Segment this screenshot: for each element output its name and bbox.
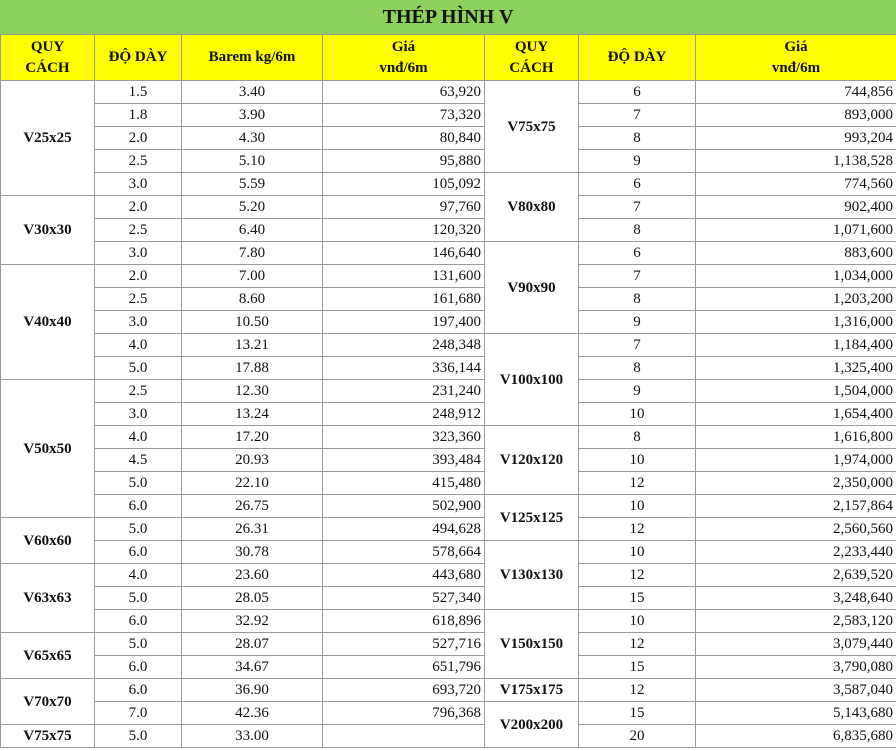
weight-cell: 5.20 [182,196,323,219]
thickness-cell: 6 [579,81,696,104]
thickness-cell: 12 [579,564,696,587]
weight-cell: 13.21 [182,334,323,357]
thickness-cell: 5.0 [95,725,182,748]
thickness-cell: 6.0 [95,610,182,633]
price-cell [323,725,485,748]
table-row [1,564,485,587]
table-row [485,610,896,633]
thickness-cell: 5.0 [95,472,182,495]
price-cell: 1,184,400 [696,334,896,357]
thickness-cell: 3.0 [95,403,182,426]
price-cell: 502,900 [323,495,485,518]
thickness-cell: 2.0 [95,127,182,150]
table-row [485,334,896,357]
price-cell: 248,348 [323,334,485,357]
weight-cell: 30.78 [182,541,323,564]
right-price-table [484,34,896,748]
thickness-cell: 10 [579,449,696,472]
price-cell: 443,680 [323,564,485,587]
thickness-cell: 10 [579,610,696,633]
weight-cell: 26.31 [182,518,323,541]
weight-cell: 26.75 [182,495,323,518]
header-spec: QUY CÁCH [485,35,579,81]
weight-cell: 7.00 [182,265,323,288]
weight-cell: 22.10 [182,472,323,495]
thickness-cell: 3.0 [95,173,182,196]
table-row [1,380,485,403]
spec-cell: V30x30 [1,196,95,265]
price-cell: 578,664 [323,541,485,564]
price-cell: 197,400 [323,311,485,334]
table-row [1,518,485,541]
price-cell: 893,000 [696,104,896,127]
spec-cell: V130x130 [485,541,579,610]
weight-cell: 10.50 [182,311,323,334]
thickness-cell: 4.5 [95,449,182,472]
price-cell: 2,583,120 [696,610,896,633]
thickness-cell: 3.0 [95,311,182,334]
weight-cell: 34.67 [182,656,323,679]
spec-cell: V65x65 [1,633,95,679]
spec-cell: V60x60 [1,518,95,564]
weight-cell: 32.92 [182,610,323,633]
table-row [485,242,896,265]
price-cell: 97,760 [323,196,485,219]
price-cell: 3,790,080 [696,656,896,679]
price-cell: 3,079,440 [696,633,896,656]
spec-cell: V70x70 [1,679,95,725]
thickness-cell: 5.0 [95,633,182,656]
price-cell: 651,796 [323,656,485,679]
thickness-cell: 6 [579,173,696,196]
sheet-title: THÉP HÌNH V [0,0,896,34]
price-cell: 527,340 [323,587,485,610]
price-cell: 3,248,640 [696,587,896,610]
thickness-cell: 12 [579,518,696,541]
weight-cell: 12.30 [182,380,323,403]
table-row [1,265,485,288]
price-cell: 796,368 [323,702,485,725]
price-cell: 2,560,560 [696,518,896,541]
spec-cell: V63x63 [1,564,95,633]
price-cell: 5,143,680 [696,702,896,725]
price-cell: 6,835,680 [696,725,896,748]
price-cell: 1,654,400 [696,403,896,426]
price-cell: 131,600 [323,265,485,288]
weight-cell: 42.36 [182,702,323,725]
table-row [1,633,485,656]
thickness-cell: 10 [579,403,696,426]
price-cell: 3,587,040 [696,679,896,702]
weight-cell: 8.60 [182,288,323,311]
price-cell: 993,204 [696,127,896,150]
table-row [1,196,485,219]
weight-cell: 17.20 [182,426,323,449]
spec-cell: V120x120 [485,426,579,495]
thickness-cell: 7.0 [95,702,182,725]
price-cell: 494,628 [323,518,485,541]
weight-cell: 33.00 [182,725,323,748]
spec-cell: V150x150 [485,610,579,679]
table-row [1,679,485,702]
thickness-cell: 8 [579,426,696,449]
thickness-cell: 9 [579,311,696,334]
thickness-cell: 9 [579,150,696,173]
price-cell: 618,896 [323,610,485,633]
thickness-cell: 12 [579,472,696,495]
spec-cell: V100x100 [485,334,579,426]
table-row [1,81,485,104]
price-cell: 1,316,000 [696,311,896,334]
table-row [485,173,896,196]
thickness-cell: 2.5 [95,219,182,242]
weight-cell: 13.24 [182,403,323,426]
thickness-cell: 12 [579,633,696,656]
header-spec: QUY CÁCH [1,35,95,81]
price-cell: 2,157,864 [696,495,896,518]
header-weight: Barem kg/6m [182,35,323,81]
thickness-cell: 15 [579,702,696,725]
thickness-cell: 1.8 [95,104,182,127]
price-cell: 63,920 [323,81,485,104]
price-cell: 744,856 [696,81,896,104]
price-cell: 1,203,200 [696,288,896,311]
price-cell: 1,071,600 [696,219,896,242]
thickness-cell: 6.0 [95,656,182,679]
weight-cell: 4.30 [182,127,323,150]
spec-cell: V75x75 [1,725,95,748]
thickness-cell: 2.5 [95,288,182,311]
table-row [485,426,896,449]
weight-cell: 3.40 [182,81,323,104]
thickness-cell: 15 [579,656,696,679]
spec-cell: V90x90 [485,242,579,334]
thickness-cell: 3.0 [95,242,182,265]
weight-cell: 5.59 [182,173,323,196]
price-cell: 1,974,000 [696,449,896,472]
header-thickness: ĐỘ DÀY [95,35,182,81]
thickness-cell: 2.5 [95,380,182,403]
table-row [1,725,485,748]
weight-cell: 23.60 [182,564,323,587]
table-row [485,702,896,725]
price-cell: 2,350,000 [696,472,896,495]
thickness-cell: 6.0 [95,541,182,564]
price-cell: 1,504,000 [696,380,896,403]
price-cell: 415,480 [323,472,485,495]
thickness-cell: 4.0 [95,334,182,357]
price-cell: 95,880 [323,150,485,173]
thickness-cell: 9 [579,380,696,403]
spec-cell: V80x80 [485,173,579,242]
price-cell: 527,716 [323,633,485,656]
thickness-cell: 15 [579,587,696,610]
spec-cell: V75x75 [485,81,579,173]
thickness-cell: 20 [579,725,696,748]
thickness-cell: 5.0 [95,518,182,541]
weight-cell: 36.90 [182,679,323,702]
price-cell: 161,680 [323,288,485,311]
weight-cell: 3.90 [182,104,323,127]
thickness-cell: 6 [579,242,696,265]
spec-cell: V40x40 [1,265,95,380]
price-cell: 2,639,520 [696,564,896,587]
thickness-cell: 10 [579,495,696,518]
thickness-cell: 8 [579,357,696,380]
thickness-cell: 2.0 [95,265,182,288]
thickness-cell: 5.0 [95,587,182,610]
price-cell: 693,720 [323,679,485,702]
spec-cell: V175x175 [485,679,579,702]
price-cell: 393,484 [323,449,485,472]
thickness-cell: 6.0 [95,495,182,518]
price-cell: 120,320 [323,219,485,242]
price-cell: 73,320 [323,104,485,127]
price-cell: 883,600 [696,242,896,265]
thickness-cell: 4.0 [95,564,182,587]
price-cell: 323,360 [323,426,485,449]
price-cell: 248,912 [323,403,485,426]
spec-cell: V125x125 [485,495,579,541]
thickness-cell: 5.0 [95,357,182,380]
spec-cell: V200x200 [485,702,579,748]
price-cell: 1,138,528 [696,150,896,173]
price-cell: 774,560 [696,173,896,196]
thickness-cell: 7 [579,196,696,219]
weight-cell: 17.88 [182,357,323,380]
price-cell: 1,616,800 [696,426,896,449]
thickness-cell: 8 [579,219,696,242]
spec-cell: V25x25 [1,81,95,196]
weight-cell: 5.10 [182,150,323,173]
table-row [485,81,896,104]
thickness-cell: 8 [579,288,696,311]
price-cell: 231,240 [323,380,485,403]
thickness-cell: 4.0 [95,426,182,449]
thickness-cell: 7 [579,265,696,288]
thickness-cell: 10 [579,541,696,564]
price-cell: 1,034,000 [696,265,896,288]
thickness-cell: 8 [579,127,696,150]
price-cell: 146,640 [323,242,485,265]
thickness-cell: 7 [579,104,696,127]
table-row [485,541,896,564]
price-cell: 902,400 [696,196,896,219]
table-row [485,495,896,518]
price-cell: 2,233,440 [696,541,896,564]
weight-cell: 7.80 [182,242,323,265]
price-cell: 336,144 [323,357,485,380]
price-cell: 105,092 [323,173,485,196]
header-thickness: ĐỘ DÀY [579,35,696,81]
left-price-table [0,34,485,748]
header-price: Giá vnđ/6m [323,35,485,81]
thickness-cell: 1.5 [95,81,182,104]
thickness-cell: 2.5 [95,150,182,173]
weight-cell: 6.40 [182,219,323,242]
weight-cell: 28.07 [182,633,323,656]
table-row [485,679,896,702]
thickness-cell: 2.0 [95,196,182,219]
thickness-cell: 6.0 [95,679,182,702]
thickness-cell: 7 [579,334,696,357]
weight-cell: 20.93 [182,449,323,472]
thickness-cell: 12 [579,679,696,702]
header-price: Giá vnđ/6m [696,35,896,81]
price-cell: 80,840 [323,127,485,150]
weight-cell: 28.05 [182,587,323,610]
price-cell: 1,325,400 [696,357,896,380]
spec-cell: V50x50 [1,380,95,518]
